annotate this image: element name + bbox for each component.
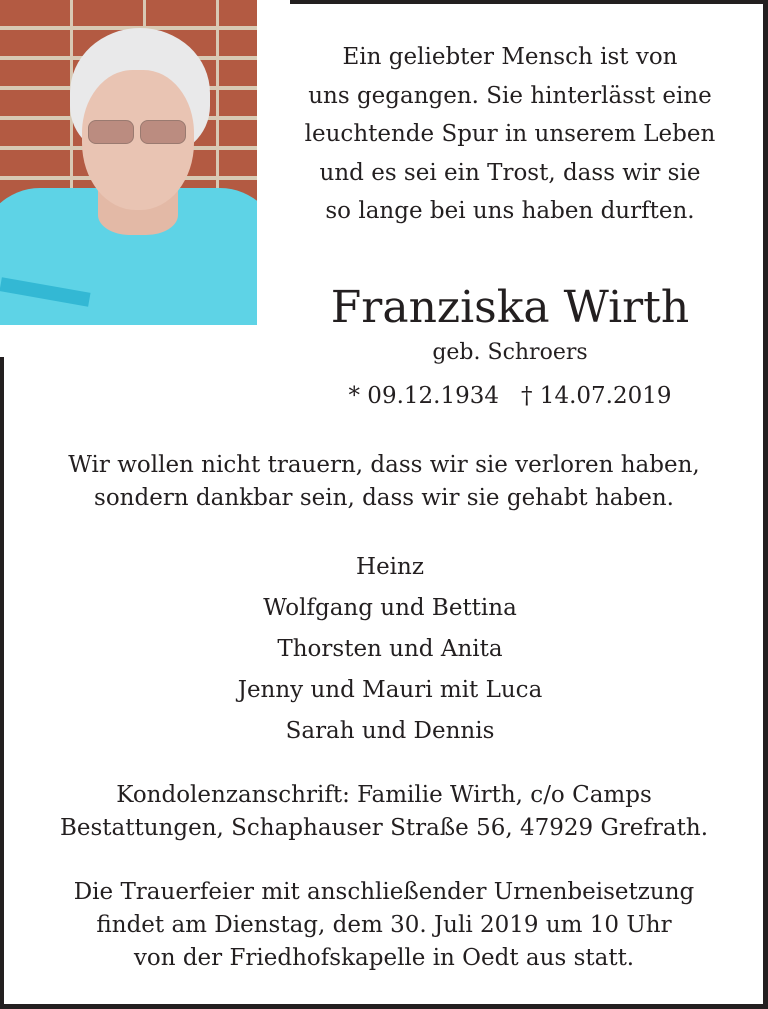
birth-date: * 09.12.1934 (348, 383, 499, 409)
family-member: Thorsten und Anita (277, 636, 503, 662)
portrait-photo (0, 0, 257, 325)
family-list (90, 547, 690, 752)
family-member: Heinz (356, 554, 424, 580)
ceremony-line: Die Trauerfeier mit anschließender Urnenbeisetzung (73, 879, 695, 905)
verse-line: leuchtende Spur in unserem Leben (304, 121, 716, 147)
quote-line: sondern dankbar sein, dass wir sie gehabt haben. (94, 485, 674, 511)
life-dates (290, 380, 730, 412)
family-member: Wolfgang und Bettina (263, 595, 517, 621)
verse-line: und es sei ein Trost, dass wir sie (319, 159, 701, 186)
frame-border-right (763, 0, 768, 1009)
verse-line: Ein geliebter Mensch ist von (342, 44, 678, 70)
memorial-verse (290, 38, 730, 231)
address-line: Bestattungen, Schaphauser Straße 56, 47929 Grefrath. (59, 815, 709, 841)
family-member: Jenny und Mauri mit Luca (237, 677, 543, 703)
ceremony-line: von der Friedhofskapelle in Oedt aus statt. (133, 945, 635, 971)
quote-line: Wir wollen nicht trauern, dass wir sie verloren haben, (68, 452, 700, 478)
ceremony-info (20, 876, 748, 975)
condolence-address (20, 779, 748, 845)
photo-glasses-left (88, 120, 134, 144)
ceremony-line: findet am Dienstag, dem 30. Juli 2019 um 10 Uhr (96, 912, 672, 938)
verse-line: so lange bei uns haben durften. (325, 198, 695, 224)
verse-line: uns gegangen. Sie hinterlässt eine (308, 82, 712, 109)
frame-border-left (0, 357, 4, 1009)
quote (20, 449, 748, 515)
photo-glasses-right (140, 120, 186, 144)
frame-border-top (290, 0, 768, 4)
maiden-name: geb. Schroers (432, 340, 588, 365)
address-line: Kondolenzanschrift: Familie Wirth, c/o Camps (116, 782, 652, 808)
family-member: Sarah und Dennis (285, 718, 495, 744)
death-date: † 14.07.2019 (521, 383, 672, 409)
frame-border-bottom (0, 1004, 768, 1009)
deceased-name: Franziska Wirth (330, 282, 690, 333)
